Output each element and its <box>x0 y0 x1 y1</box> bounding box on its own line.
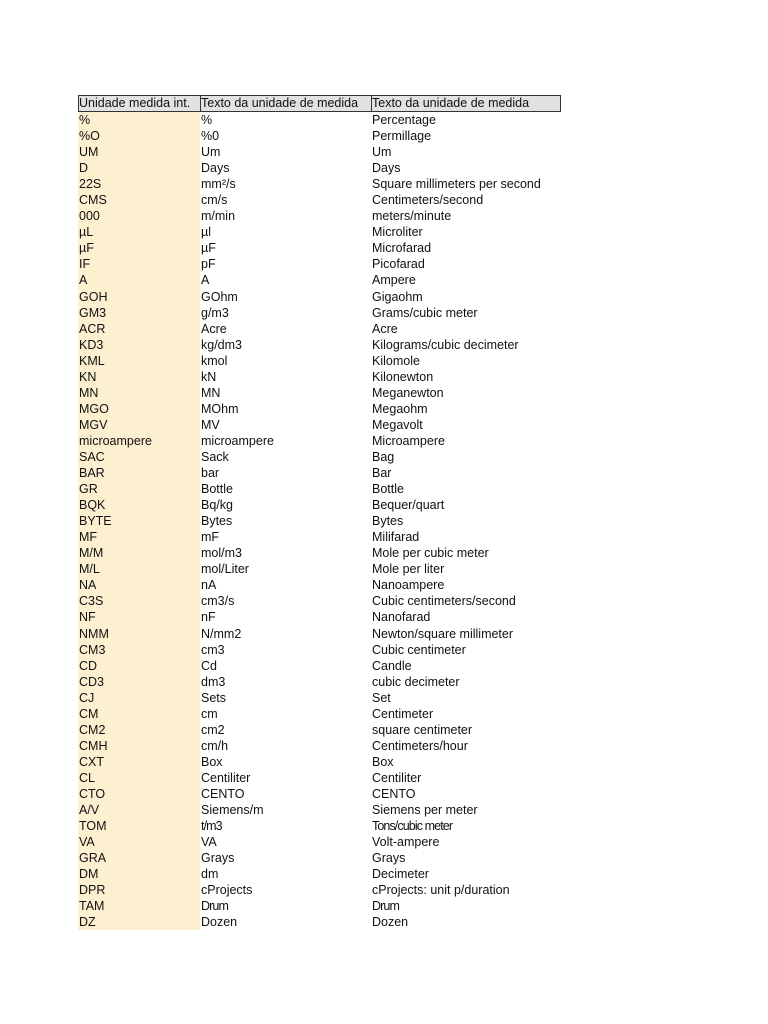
table-row <box>78 208 561 224</box>
cell-internal-unit[interactable]: GR <box>79 482 98 497</box>
table-row <box>78 738 561 754</box>
cell-internal-unit[interactable]: 000 <box>79 209 100 224</box>
table-row <box>78 770 561 786</box>
cell-unit-description[interactable]: Nanoampere <box>372 578 445 593</box>
cell-unit-description[interactable]: Picofarad <box>372 257 425 272</box>
cell-unit-text[interactable]: MOhm <box>201 401 239 416</box>
cell-internal-unit[interactable]: A <box>79 273 88 288</box>
table-row <box>78 786 561 802</box>
cell-unit-text[interactable]: cm3 <box>201 642 225 657</box>
cell-unit-description[interactable]: Candle <box>372 658 412 673</box>
cell-unit-description[interactable]: square centimeter <box>372 722 473 737</box>
cell-internal-unit[interactable]: MN <box>79 385 99 400</box>
cell-internal-unit[interactable]: GM3 <box>79 305 107 320</box>
cell-unit-description[interactable]: Megavolt <box>372 417 423 432</box>
table-row <box>78 449 561 465</box>
cell-internal-unit[interactable]: DZ <box>79 915 96 930</box>
cell-internal-unit[interactable]: µL <box>79 225 94 240</box>
table-row <box>78 706 561 722</box>
table-row <box>78 658 561 674</box>
table-row <box>78 224 561 240</box>
table-row <box>78 497 561 513</box>
cell-unit-text[interactable]: Siemens/m <box>201 803 264 818</box>
table-row <box>78 561 561 577</box>
table-row <box>78 802 561 818</box>
cell-unit-description[interactable]: Set <box>372 690 391 705</box>
cell-unit-description[interactable]: Square millimeters per second <box>372 177 541 192</box>
cell-internal-unit[interactable]: µF <box>79 241 94 256</box>
table-row <box>78 465 561 481</box>
cell-internal-unit[interactable]: GOH <box>79 289 108 304</box>
cell-internal-unit[interactable]: CXT <box>79 754 104 769</box>
table-row <box>78 754 561 770</box>
table-row <box>78 545 561 561</box>
cell-unit-text[interactable]: mF <box>201 530 220 545</box>
table-row <box>78 417 561 433</box>
cell-unit-text[interactable]: Cd <box>201 658 217 673</box>
cell-unit-description[interactable]: Grays <box>372 851 406 866</box>
cell-internal-unit[interactable]: C3S <box>79 594 104 609</box>
cell-unit-text[interactable]: g/m3 <box>201 305 229 320</box>
cell-unit-text[interactable]: cm2 <box>201 722 225 737</box>
cell-unit-text[interactable]: Dozen <box>201 915 238 930</box>
table-row <box>78 690 561 706</box>
cell-unit-description[interactable]: Grams/cubic meter <box>372 305 478 320</box>
cell-internal-unit[interactable]: microampere <box>79 433 152 448</box>
header-unit-text[interactable]: Texto da unidade de medida <box>201 96 372 111</box>
cell-unit-description[interactable]: Acre <box>372 321 398 336</box>
cell-unit-description[interactable]: Bar <box>372 466 392 481</box>
cell-internal-unit[interactable]: CD <box>79 658 98 673</box>
cell-unit-description[interactable]: Siemens per meter <box>372 803 478 818</box>
cell-unit-text[interactable]: N/mm2 <box>201 626 242 641</box>
cell-internal-unit[interactable]: NA <box>79 578 97 593</box>
cell-internal-unit[interactable]: TOM <box>79 819 107 834</box>
cell-unit-text[interactable]: kg/dm3 <box>201 337 242 352</box>
cell-internal-unit[interactable]: MF <box>79 530 98 545</box>
table-row <box>78 818 561 834</box>
cell-unit-description[interactable]: Centimeters/second <box>372 193 484 208</box>
cell-internal-unit[interactable]: VA <box>79 835 95 850</box>
cell-unit-text[interactable]: cm <box>201 706 218 721</box>
cell-unit-text[interactable]: Box <box>201 754 223 769</box>
table-row <box>78 593 561 609</box>
table-row <box>78 160 561 176</box>
cell-unit-description[interactable]: Meganewton <box>372 385 444 400</box>
cell-unit-text[interactable]: %0 <box>201 129 220 144</box>
cell-internal-unit[interactable]: BQK <box>79 498 106 513</box>
table-row <box>78 577 561 593</box>
table-row <box>78 882 561 898</box>
cell-internal-unit[interactable]: KD3 <box>79 337 104 352</box>
table-row <box>78 481 561 497</box>
cell-unit-text[interactable]: microampere <box>201 433 274 448</box>
cell-internal-unit[interactable]: KML <box>79 353 105 368</box>
table-row <box>78 722 561 738</box>
cell-unit-description[interactable]: Percentage <box>372 113 436 127</box>
header-internal-unit[interactable]: Unidade medida int. <box>79 96 201 111</box>
cell-unit-description[interactable]: Gigaohm <box>372 289 423 304</box>
cell-internal-unit[interactable]: CM <box>79 706 99 721</box>
cell-internal-unit[interactable]: M/M <box>79 546 104 561</box>
unit-table <box>78 95 561 930</box>
cell-unit-description[interactable]: Cubic centimeters/second <box>372 594 516 609</box>
cell-internal-unit[interactable]: M/L <box>79 562 100 577</box>
table-row <box>78 176 561 192</box>
cell-internal-unit[interactable]: CMH <box>79 738 108 753</box>
cell-internal-unit[interactable]: BAR <box>79 466 105 481</box>
cell-unit-description[interactable]: Kilograms/cubic decimeter <box>372 337 519 352</box>
cell-unit-text[interactable]: MN <box>201 385 221 400</box>
cell-unit-text[interactable]: pF <box>201 257 216 272</box>
table-row <box>78 834 561 850</box>
cell-unit-description[interactable]: Volt-ampere <box>372 835 440 850</box>
cell-unit-description[interactable]: cubic decimeter <box>372 674 460 689</box>
cell-internal-unit[interactable]: CM3 <box>79 642 106 657</box>
cell-unit-description[interactable]: Newton/square millimeter <box>372 626 514 641</box>
cell-unit-description[interactable]: meters/minute <box>372 209 452 224</box>
table-row <box>78 642 561 658</box>
cell-unit-text[interactable]: Bottle <box>201 482 233 497</box>
table-row <box>78 272 561 288</box>
cell-unit-description[interactable]: Microfarad <box>372 241 432 256</box>
table-row <box>78 513 561 529</box>
cell-unit-description[interactable]: Box <box>372 754 394 769</box>
cell-unit-description[interactable]: Permillage <box>372 129 432 144</box>
cell-unit-text[interactable]: Days <box>201 161 230 176</box>
table-row <box>78 289 561 305</box>
table-row <box>78 321 561 337</box>
cell-internal-unit[interactable]: %O <box>79 129 100 144</box>
cell-unit-text[interactable]: cProjects <box>201 883 253 898</box>
cell-unit-description[interactable]: Um <box>372 145 392 160</box>
header-unit-description[interactable]: Texto da unidade de medida <box>372 96 530 110</box>
cell-unit-description[interactable]: Milifarad <box>372 530 420 545</box>
cell-unit-text[interactable]: cm/s <box>201 193 228 208</box>
table-row <box>78 401 561 417</box>
cell-internal-unit[interactable]: BYTE <box>79 514 112 529</box>
cell-unit-text[interactable]: nF <box>201 610 216 625</box>
table-row <box>78 256 561 272</box>
table-row <box>78 128 561 144</box>
cell-unit-text[interactable]: % <box>201 113 213 127</box>
cell-unit-description[interactable]: Ampere <box>372 273 416 288</box>
cell-unit-text[interactable]: bar <box>201 466 220 481</box>
table-row <box>78 674 561 690</box>
cell-internal-unit[interactable]: A/V <box>79 803 100 818</box>
cell-unit-description[interactable]: Kilomole <box>372 353 420 368</box>
cell-internal-unit[interactable]: CD3 <box>79 674 105 689</box>
cell-unit-description[interactable]: Decimeter <box>372 867 429 882</box>
cell-unit-text[interactable]: mm²/s <box>201 177 236 192</box>
table-row <box>78 305 561 321</box>
cell-unit-text[interactable]: kN <box>201 369 217 384</box>
table-row <box>78 240 561 256</box>
cell-internal-unit[interactable]: DM <box>79 867 99 882</box>
cell-unit-text[interactable]: VA <box>201 835 217 850</box>
cell-internal-unit[interactable]: SAC <box>79 449 105 464</box>
table-row <box>78 144 561 160</box>
cell-unit-text[interactable]: GOhm <box>201 289 238 304</box>
cell-unit-description[interactable]: Dozen <box>372 915 409 930</box>
cell-unit-description[interactable]: Bag <box>372 449 395 464</box>
cell-unit-description[interactable]: Bytes <box>372 514 404 529</box>
cell-internal-unit[interactable]: CM2 <box>79 722 106 737</box>
cell-internal-unit[interactable]: NF <box>79 610 96 625</box>
cell-internal-unit[interactable]: DPR <box>79 883 106 898</box>
table-row <box>78 112 561 128</box>
cell-internal-unit[interactable]: IF <box>79 257 91 272</box>
table-row <box>78 529 561 545</box>
cell-unit-description[interactable]: Cubic centimeter <box>372 642 466 657</box>
cell-internal-unit[interactable]: MGO <box>79 401 109 416</box>
cell-unit-description[interactable]: CENTO <box>372 786 416 801</box>
table-row <box>78 337 561 353</box>
table-row <box>78 369 561 385</box>
table-row <box>78 626 561 642</box>
cell-internal-unit[interactable]: GRA <box>79 851 107 866</box>
table-row <box>78 866 561 882</box>
cell-unit-text[interactable]: t/m3 <box>201 819 222 834</box>
cell-unit-text[interactable]: nA <box>201 578 217 593</box>
cell-unit-text[interactable]: Acre <box>201 321 227 336</box>
cell-unit-description[interactable]: Kilonewton <box>372 369 434 384</box>
cell-internal-unit[interactable]: KN <box>79 369 97 384</box>
cell-internal-unit[interactable]: UM <box>79 145 99 160</box>
cell-unit-description[interactable]: Tons/cubic meter <box>372 819 453 834</box>
table-body <box>78 112 561 930</box>
cell-unit-text[interactable]: cm3/s <box>201 594 235 609</box>
cell-internal-unit[interactable]: % <box>79 113 91 127</box>
table-row <box>78 609 561 625</box>
cell-internal-unit[interactable]: NMM <box>79 626 109 641</box>
table-header <box>78 95 561 112</box>
cell-unit-description[interactable]: Centimeter <box>372 706 434 721</box>
cell-internal-unit[interactable]: CL <box>79 770 95 785</box>
cell-unit-text[interactable]: Um <box>201 145 221 160</box>
cell-internal-unit[interactable]: CJ <box>79 690 95 705</box>
table-row <box>78 850 561 866</box>
cell-unit-description[interactable]: Bequer/quart <box>372 498 445 513</box>
cell-internal-unit[interactable]: CMS <box>79 193 107 208</box>
cell-unit-text[interactable]: Sack <box>201 449 229 464</box>
cell-unit-text[interactable]: dm <box>201 867 219 882</box>
cell-unit-description[interactable]: Microampere <box>372 433 445 448</box>
cell-internal-unit[interactable]: ACR <box>79 321 106 336</box>
cell-unit-text[interactable]: mol/Liter <box>201 562 249 577</box>
table-row <box>78 353 561 369</box>
cell-unit-text[interactable]: Centiliter <box>201 770 251 785</box>
cell-unit-text[interactable]: MV <box>201 417 220 432</box>
cell-unit-description[interactable]: cProjects: unit p/duration <box>372 883 510 898</box>
cell-unit-description[interactable]: Mole per liter <box>372 562 445 577</box>
cell-unit-text[interactable]: CENTO <box>201 786 245 801</box>
cell-unit-text[interactable]: dm3 <box>201 674 226 689</box>
cell-unit-text[interactable]: mol/m3 <box>201 546 242 561</box>
cell-unit-description[interactable]: Centimeters/hour <box>372 738 468 753</box>
cell-unit-text[interactable]: Sets <box>201 690 227 705</box>
cell-unit-text[interactable]: Bq/kg <box>201 498 233 513</box>
table-row <box>78 192 561 208</box>
cell-unit-text[interactable]: Grays <box>201 851 235 866</box>
table-row <box>78 898 561 914</box>
cell-unit-text[interactable]: m/min <box>201 209 236 224</box>
table-row <box>78 385 561 401</box>
cell-unit-description[interactable]: Mole per cubic meter <box>372 546 489 561</box>
cell-unit-text[interactable]: Drum <box>201 899 228 914</box>
cell-internal-unit[interactable]: D <box>79 161 89 176</box>
cell-unit-text[interactable]: µl <box>201 225 211 240</box>
cell-unit-description[interactable]: Megaohm <box>372 401 428 416</box>
cell-internal-unit[interactable]: TAM <box>79 899 105 914</box>
table-row <box>78 914 561 930</box>
table-row <box>78 433 561 449</box>
cell-unit-text[interactable]: Bytes <box>201 514 233 529</box>
cell-unit-description[interactable]: Microliter <box>372 225 423 240</box>
cell-unit-description[interactable]: Bottle <box>372 482 404 497</box>
cell-internal-unit[interactable]: MGV <box>79 417 108 432</box>
cell-unit-description[interactable]: Days <box>372 161 401 176</box>
cell-unit-text[interactable]: kmol <box>201 353 228 368</box>
cell-unit-text[interactable]: cm/h <box>201 738 229 753</box>
cell-unit-description[interactable]: Nanofarad <box>372 610 431 625</box>
cell-internal-unit[interactable]: 22S <box>79 177 102 192</box>
cell-unit-description[interactable]: Drum <box>372 899 399 914</box>
cell-unit-description[interactable]: Centiliter <box>372 770 422 785</box>
cell-unit-text[interactable]: A <box>201 273 210 288</box>
cell-internal-unit[interactable]: CTO <box>79 786 106 801</box>
cell-unit-text[interactable]: µF <box>201 241 216 256</box>
